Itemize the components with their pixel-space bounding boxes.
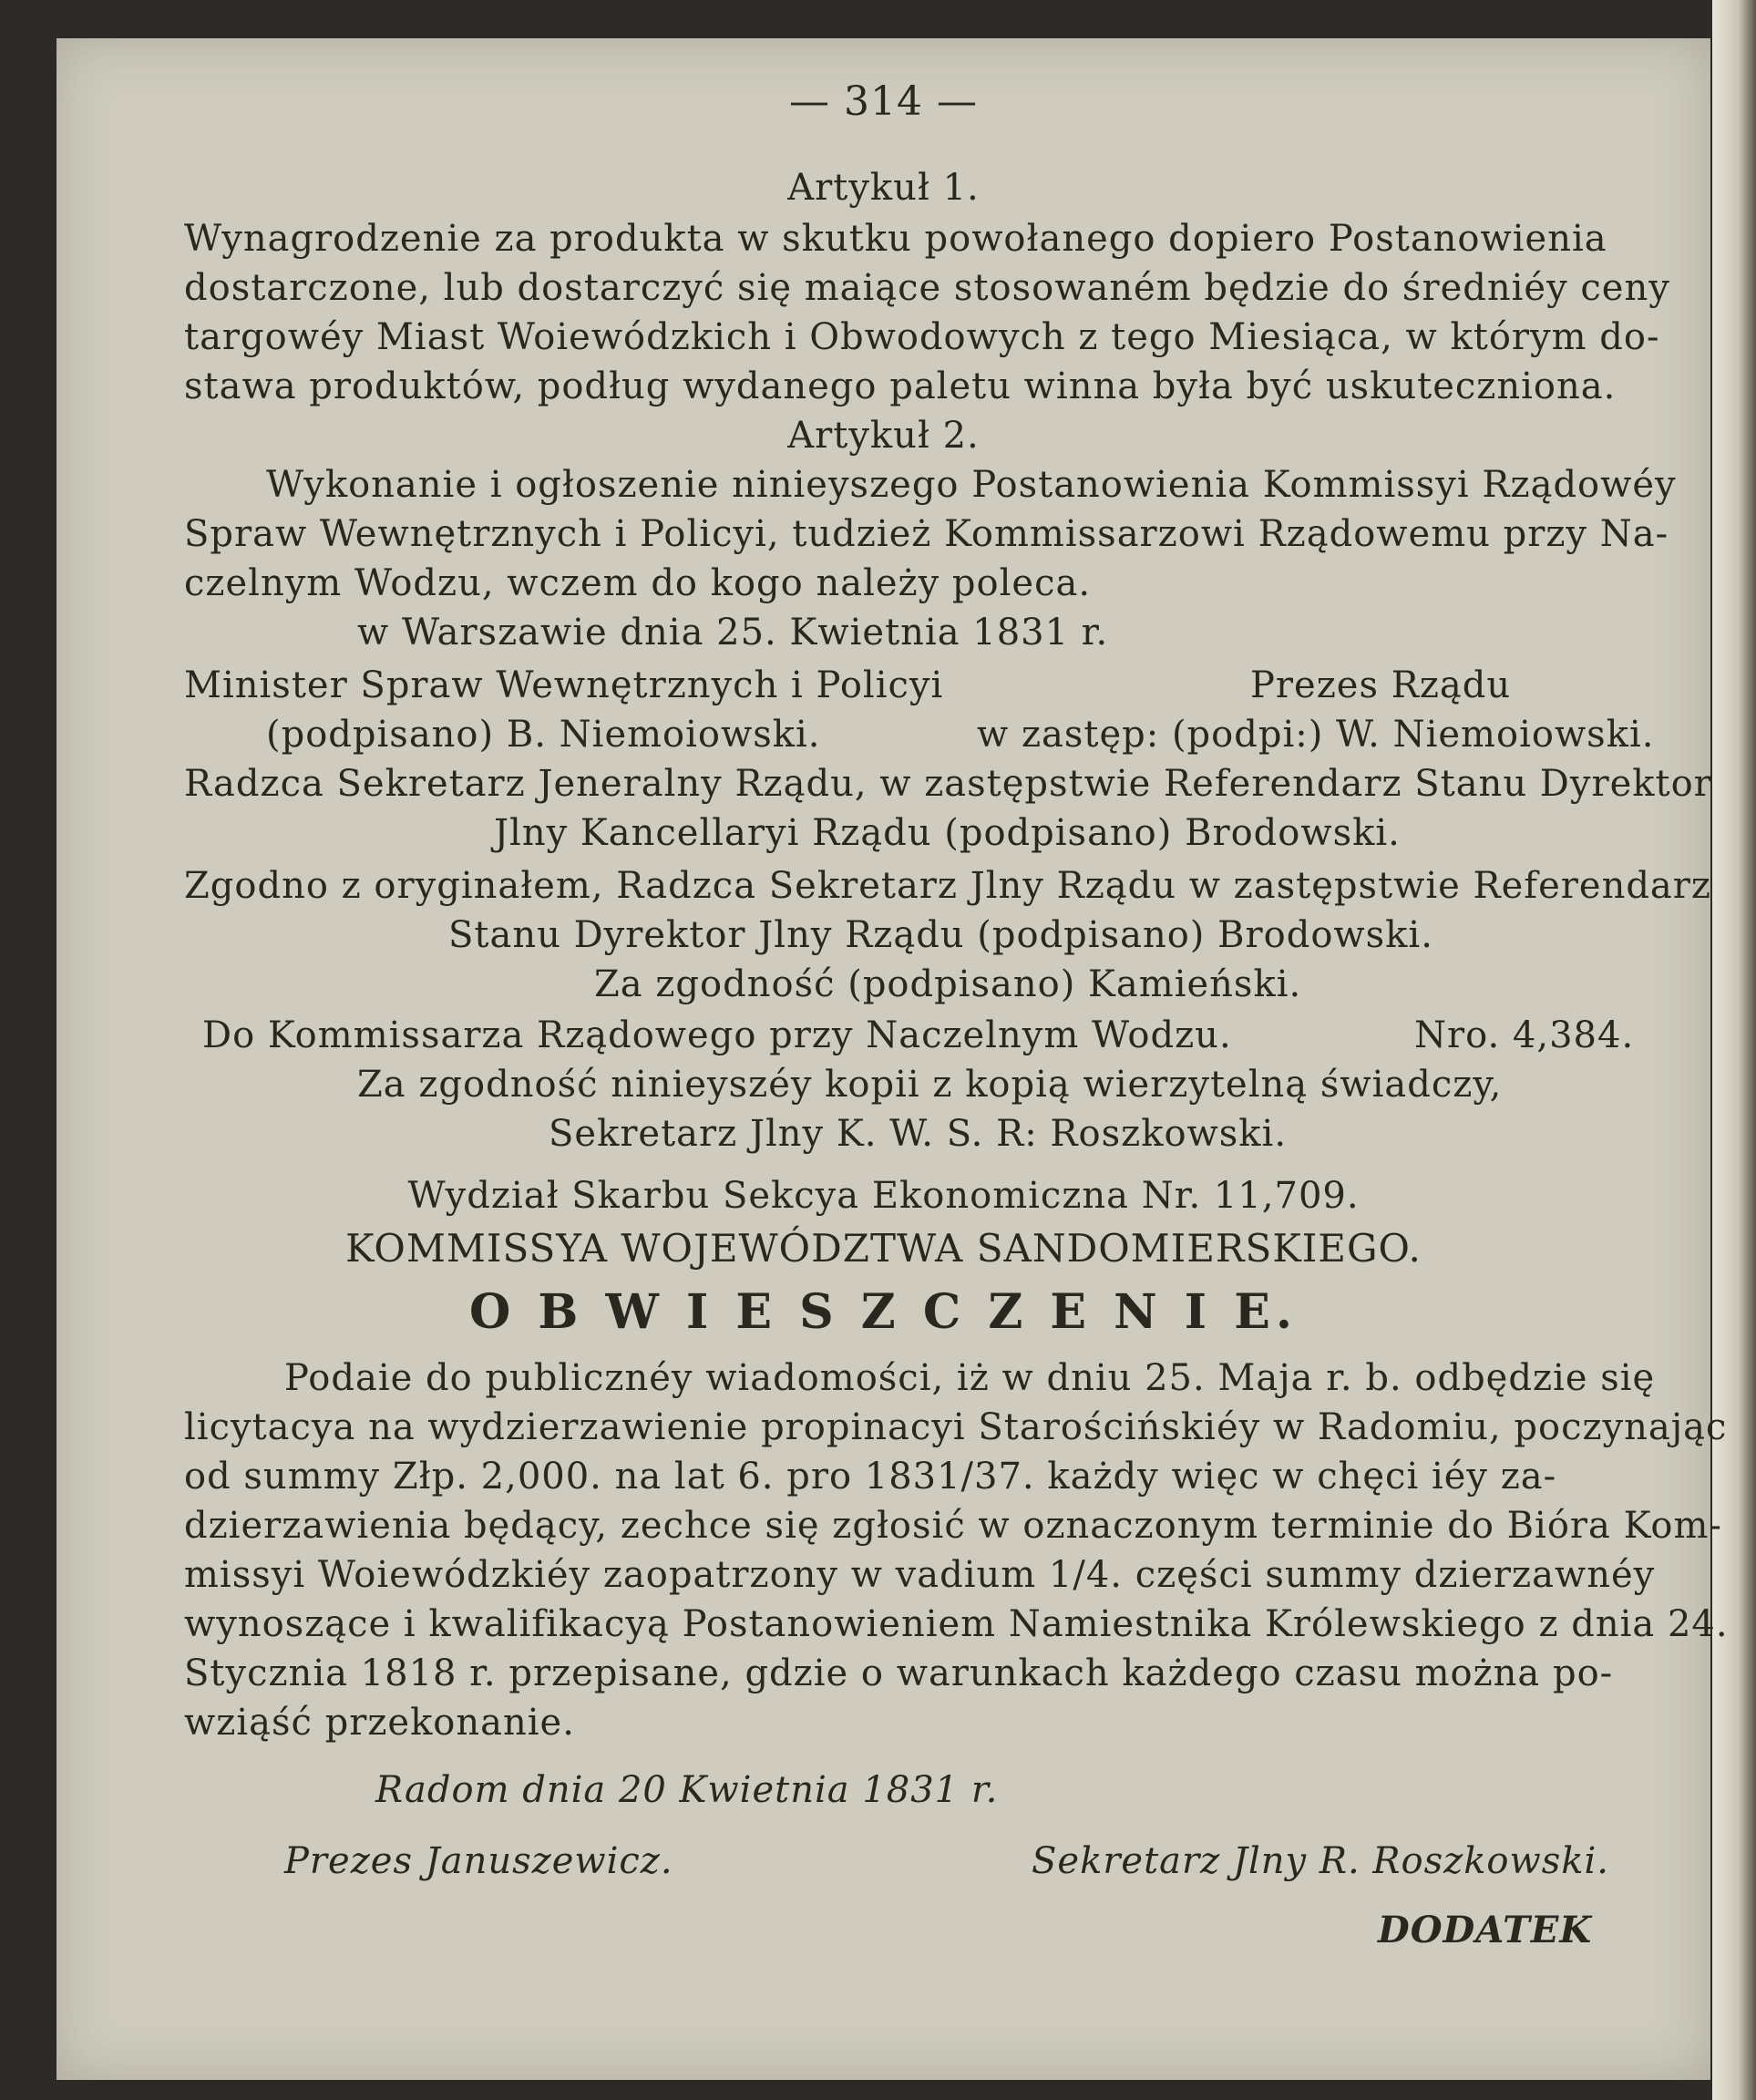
conformity-line: Zgodno z oryginałem, Radzca Sekretarz Jlny Rządu w zastępstwie Referendarz <box>184 865 1711 907</box>
minister-signed: (podpisano) B. Niemoiowski. <box>266 714 821 756</box>
page-number: — 314 — <box>789 78 978 125</box>
secretary-signature: Sekretarz Jlny R. Roszkowski. <box>1032 1840 1610 1882</box>
president-signed: w zastęp: (podpi:) W. Niemoiowski. <box>977 714 1655 756</box>
number-reference: Nro. 4,384. <box>1414 1014 1635 1056</box>
announcement-line: Stycznia 1818 r. przepisane, gdzie o warunkach każdego czasu można po- <box>184 1652 1614 1694</box>
conformity-line: Za zgodność (podpisano) Kamieński. <box>594 963 1302 1005</box>
announcement-line: dzierzawienia będący, zechce się zgłosić w oznaczonym terminie do Bióra Kom- <box>184 1505 1722 1547</box>
article-2-heading: Artykuł 2. <box>787 415 980 457</box>
announcement-line: wynoszące i kwalifikacyą Postanowieniem Namiestnika Królewskiego z dnia 24. <box>184 1603 1729 1645</box>
secretary-line: Radzca Sekretarz Jeneralny Rządu, w zastępstwie Referendarz Stanu Dyrektor <box>184 763 1712 805</box>
copy-line: Sekretarz Jlny K. W. S. R: Roszkowski. <box>549 1113 1288 1155</box>
article-2-line: Wykonanie i ogłoszenie ninieyszego Postanowienia Kommissyi Rządowéy <box>266 464 1677 506</box>
article-1-line: stawa produktów, podług wydanego paletu winna była być uskuteczniona. <box>184 365 1617 407</box>
article-1-heading: Artykuł 1. <box>787 167 980 209</box>
president-signature: Prezes Januszewicz. <box>284 1840 673 1882</box>
recipient-line: Do Kommissarza Rządowego przy Naczelnym Wodzu. <box>202 1014 1232 1056</box>
announcement-title: O B W I E S Z C Z E N I E. <box>469 1284 1298 1340</box>
article-2-line: czelnym Wodzu, wczem do kogo należy poleca. <box>184 562 1092 604</box>
commission-heading: KOMMISSYA WOJEWÓDZTWA SANDOMIERSKIEGO. <box>345 1226 1422 1271</box>
copy-line: Za zgodność ninieyszéy kopii z kopią wierzytelną świadczy, <box>357 1064 1503 1106</box>
secretary-line: Jlny Kancellaryi Rządu (podpisano) Brodowski. <box>494 812 1401 854</box>
article-1-line: Wynagrodzenie za produkta w skutku powołanego dopiero Postanowienia <box>184 218 1607 260</box>
announcement-line: od summy Złp. 2,000. na lat 6. pro 1831/37. każdy więc w chęci iéy za- <box>184 1456 1557 1498</box>
announcement-line: wziąść przekonanie. <box>184 1702 575 1744</box>
department-line: Wydział Skarbu Sekcya Ekonomiczna Nr. 11,709. <box>407 1175 1360 1217</box>
place-date: Radom dnia 20 Kwietnia 1831 r. <box>375 1769 999 1811</box>
announcement-line: Podaie do publicznéy wiadomości, iż w dniu 25. Maja r. b. odbędzie się <box>284 1357 1656 1399</box>
catchword: DODATEK <box>1378 1909 1593 1951</box>
article-1-line: targowéy Miast Woiewódzkich i Obwodowych z tego Miesiąca, w którym do- <box>184 316 1660 358</box>
minister-title: Minister Spraw Wewnętrznych i Policyi <box>184 664 944 706</box>
announcement-line: missyi Woiewódzkiéy zaopatrzony w vadium 1/4. części summy dzierzawnéy <box>184 1554 1656 1596</box>
president-title: Prezes Rządu <box>1250 664 1512 706</box>
article-2-date: w Warszawie dnia 25. Kwietnia 1831 r. <box>357 612 1109 654</box>
announcement-line: licytacya na wydzierzawienie propinacyi Starościńskiéy w Radomiu, poczynając <box>184 1406 1728 1448</box>
article-2-line: Spraw Wewnętrznych i Policyi, tudzież Kommissarzowi Rządowemu przy Na- <box>184 513 1669 555</box>
article-1-line: dostarczone, lub dostarczyć się maiące stosowaném będzie do średniéy ceny <box>184 267 1670 309</box>
conformity-line: Stanu Dyrektor Jlny Rządu (podpisano) Brodowski. <box>448 914 1433 956</box>
